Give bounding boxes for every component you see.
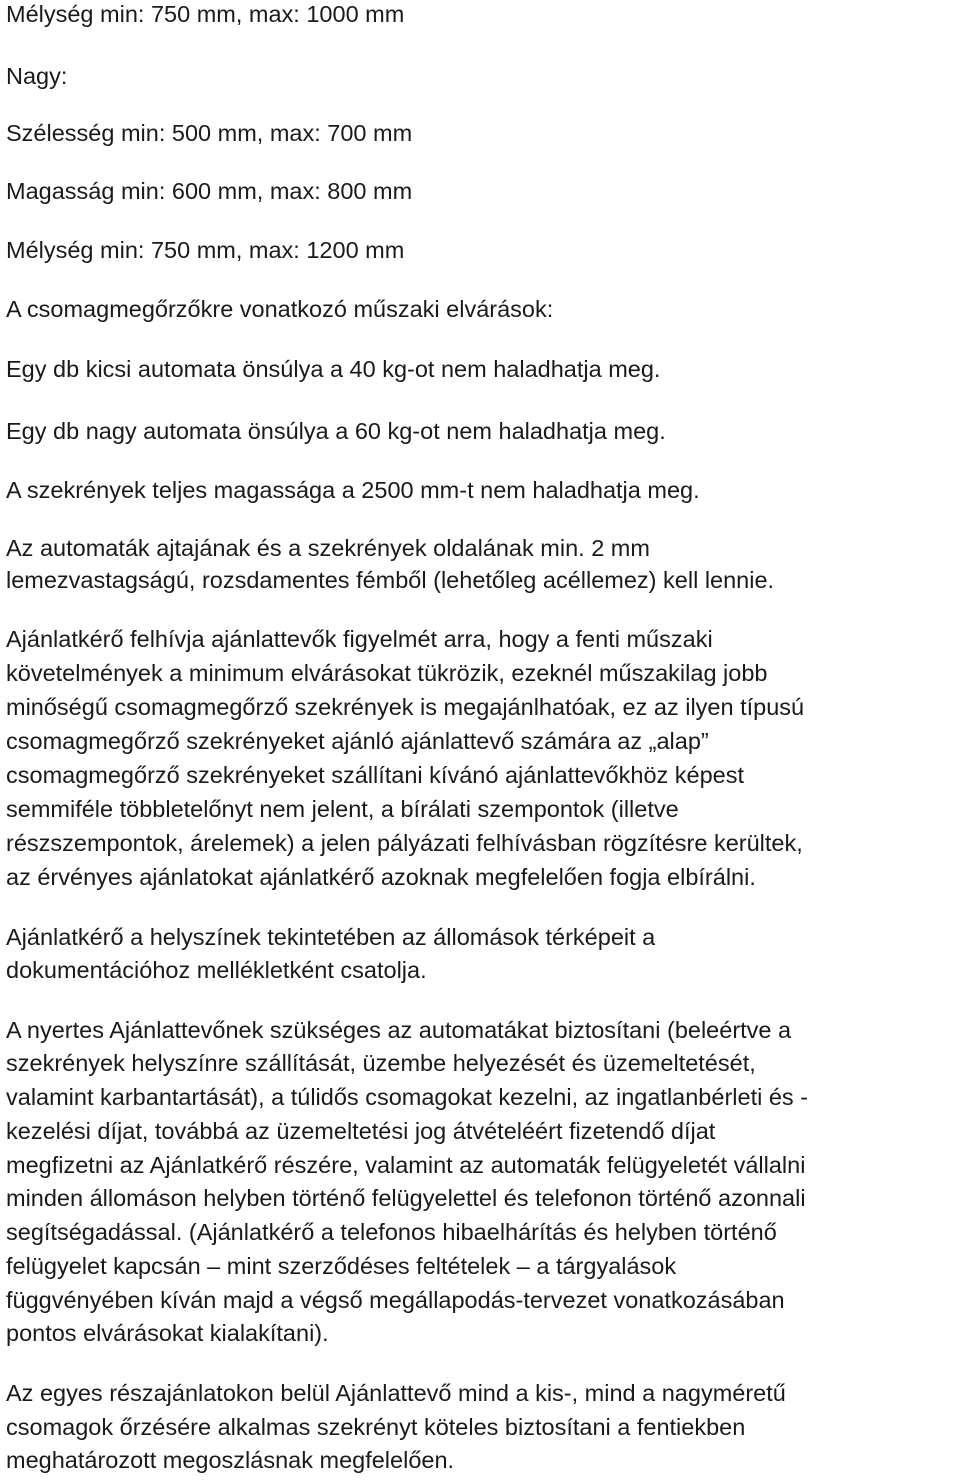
text-line: valamint karbantartását), a túlidős csomagokat kezelni, az ingatlanbérleti és - bbox=[6, 1084, 809, 1110]
text-line: az érvényes ajánlatokat ajánlatkérő azoknak megfelelően fogja elbírálni. bbox=[6, 864, 756, 890]
text-line: részszempontok, árelemek) a jelen pályázati felhívásban rögzítésre kerültek, bbox=[6, 830, 803, 856]
text-line: Ajánlatkérő a helyszínek tekintetében az állomások térképeit a bbox=[6, 924, 656, 950]
text-line: minőségű csomagmegőrző szekrények is megajánlhatóak, ez az ilyen típusú bbox=[6, 694, 805, 720]
text-line: Az automaták ajtajának és a szekrények oldalának min. 2 mm bbox=[6, 535, 650, 561]
text-line: A csomagmegőrzőkre vonatkozó műszaki elvárások: bbox=[6, 296, 554, 322]
text-line: függvényében kíván majd a végső megállapodás-tervezet vonatkozásában bbox=[6, 1287, 785, 1313]
text-line: Mélység min: 750 mm, max: 1000 mm bbox=[6, 1, 405, 27]
text-line: minden állomáson helyben történő felügyelettel és telefonon történő azonnali bbox=[6, 1185, 806, 1211]
text-line: Egy db kicsi automata önsúlya a 40 kg-ot nem haladhatja meg. bbox=[6, 356, 661, 382]
text-line: követelmények a minimum elvárásokat tükrözik, ezeknél műszakilag jobb bbox=[6, 660, 768, 686]
text-line: pontos elvárásokat kialakítani). bbox=[6, 1320, 329, 1346]
text-line: Nagy: bbox=[6, 63, 68, 89]
text-line: szekrények helyszínre szállítását, üzembe helyezését és üzemeltetését, bbox=[6, 1050, 756, 1076]
text-line: felügyelet kapcsán – mint szerződéses feltételek – a tárgyalások bbox=[6, 1253, 677, 1279]
text-line: dokumentációhoz mellékletként csatolja. bbox=[6, 957, 427, 983]
text-line: semmiféle többletelőnyt nem jelent, a bírálati szempontok (illetve bbox=[6, 796, 679, 822]
text-line: kezelési díjat, továbbá az üzemeltetési jog átvételéért fizetendő díjat bbox=[6, 1118, 716, 1144]
text-line: Ajánlatkérő felhívja ajánlattevők figyelmét arra, hogy a fenti műszaki bbox=[6, 626, 713, 652]
text-line: csomagmegőrző szekrényeket ajánló ajánlattevő számára az „alap” bbox=[6, 728, 709, 754]
text-line: Egy db nagy automata önsúlya a 60 kg-ot nem haladhatja meg. bbox=[6, 418, 666, 444]
text-line: A szekrények teljes magassága a 2500 mm-t nem haladhatja meg. bbox=[6, 477, 700, 503]
text-line: Az egyes részajánlatokon belül Ajánlattevő mind a kis-, mind a nagyméretű bbox=[6, 1380, 786, 1406]
text-line: Magasság min: 600 mm, max: 800 mm bbox=[6, 178, 413, 204]
text-line: segítségadással. (Ajánlatkérő a telefonos hibaelhárítás és helyben történő bbox=[6, 1219, 777, 1245]
text-line: megfizetni az Ajánlatkérő részére, valamint az automaták felügyeletét vállalni bbox=[6, 1152, 806, 1178]
text-line: meghatározott megoszlásnak megfelelően. bbox=[6, 1447, 455, 1473]
text-line: csomagmegőrző szekrényeket szállítani kívánó ajánlattevőkhöz képest bbox=[6, 762, 745, 788]
text-line: A nyertes Ajánlattevőnek szükséges az automatákat biztosítani (beleértve a bbox=[6, 1017, 792, 1043]
text-line: Mélység min: 750 mm, max: 1200 mm bbox=[6, 237, 405, 263]
text-line: Szélesség min: 500 mm, max: 700 mm bbox=[6, 120, 413, 146]
text-line: lemezvastagságú, rozsdamentes fémből (lehetőleg acéllemez) kell lennie. bbox=[6, 567, 775, 593]
text-line: csomagok őrzésére alkalmas szekrényt köteles biztosítani a fentiekben bbox=[6, 1414, 746, 1440]
